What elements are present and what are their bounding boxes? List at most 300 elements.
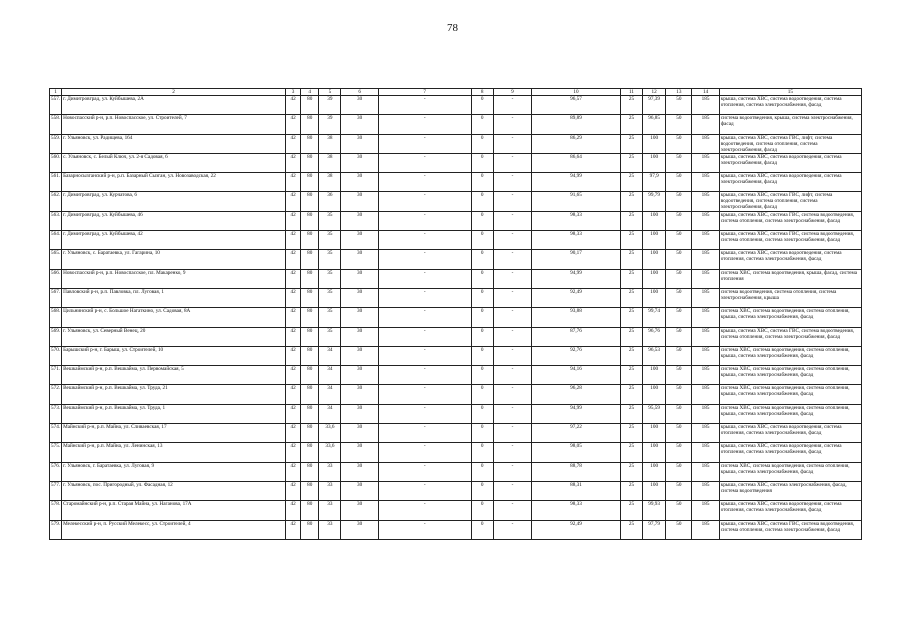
table-cell: 80	[301, 404, 319, 423]
table-cell: крыша, система ХВС, система водоотведения, система электроснабжения, фасад	[719, 173, 861, 192]
table-cell: 42	[286, 96, 301, 115]
table-row	[50, 308, 862, 327]
table-cell: 80	[301, 424, 319, 443]
table-cell: 80	[301, 366, 319, 385]
table-cell: г. Ульяновск, с. Баратаевка, ул. Гагарина, 10	[62, 250, 286, 269]
table-cell: 96,76	[643, 327, 666, 346]
table-cell: -	[493, 173, 531, 192]
table-cell: 30	[341, 481, 378, 500]
table-row	[50, 327, 862, 346]
table-cell: 97,22	[532, 424, 621, 443]
table-cell: 42	[286, 211, 301, 230]
table-cell: 25	[620, 153, 642, 172]
table-cell: Цильнинский р-н, с. Большое Нагаткино, ул. Садовая, 8А	[62, 308, 286, 327]
table-cell: 87,76	[532, 327, 621, 346]
table-cell: 42	[286, 327, 301, 346]
table-cell: 50	[666, 462, 692, 481]
table-cell: 25	[620, 231, 642, 250]
table-cell: -	[378, 501, 471, 520]
table-row	[50, 115, 862, 134]
table-cell: Майнский р-н, р.п. Майна, ул. Сливаевская, 17	[62, 424, 286, 443]
table-cell: 100	[643, 153, 666, 172]
table-cell: 98,33	[532, 231, 621, 250]
table-cell: Барышский р-н, г. Барыш, ул. Строителей, 10	[62, 346, 286, 365]
table-cell: 80	[301, 327, 319, 346]
table-cell: 50	[666, 366, 692, 385]
table-cell: 0	[471, 308, 493, 327]
table-cell: -	[378, 404, 471, 423]
table-cell: 50	[666, 211, 692, 230]
table-cell: 86,29	[532, 134, 621, 153]
table-cell: 560.	[50, 153, 62, 172]
table-cell: 35	[319, 250, 341, 269]
table-cell: система ХВС, система водоотведения, система отопления, крыша, система электроснабжения, фасад	[719, 308, 861, 327]
table-cell: 91,65	[532, 192, 621, 211]
table-row	[50, 211, 862, 230]
table-cell: 34	[319, 346, 341, 365]
column-header: 3	[286, 89, 301, 96]
table-cell: 50	[666, 134, 692, 153]
table-cell: 30	[341, 385, 378, 404]
table-cell: -	[378, 269, 471, 288]
column-header: 2	[62, 89, 286, 96]
table-cell: -	[378, 134, 471, 153]
table-cell: 33,6	[319, 443, 341, 462]
table-cell: 185	[692, 501, 719, 520]
table-cell: 185	[692, 96, 719, 115]
table-cell: 30	[341, 173, 378, 192]
table-cell: 30	[341, 424, 378, 443]
table-cell: 30	[341, 501, 378, 520]
table-cell: 80	[301, 269, 319, 288]
table-cell: 0	[471, 404, 493, 423]
table-cell: 579.	[50, 520, 62, 539]
table-cell: 25	[620, 134, 642, 153]
table-cell: 25	[620, 192, 642, 211]
table-cell: 50	[666, 443, 692, 462]
table-cell: система водоотведения, система отопления, система электроснабжения, крыша	[719, 288, 861, 307]
table-cell: 80	[301, 211, 319, 230]
table-cell: 30	[341, 250, 378, 269]
table-cell: крыша, система ХВС, система водоотведения, система отопления, система электроснабжения, фасад	[719, 424, 861, 443]
table-cell: Новоспасский р-н, р.п. Новоспасское, пл. Макаренко, 9	[62, 269, 286, 288]
table-row	[50, 520, 862, 539]
table-cell: 100	[643, 288, 666, 307]
table-cell: система ХВС, система водоотведения, крыша, фасад, система отопления	[719, 269, 861, 288]
table-cell: -	[378, 231, 471, 250]
table-cell: Павловский р-н, р.п. Павловка, пл. Луговая, 1	[62, 288, 286, 307]
column-header: 14	[692, 89, 719, 96]
table-cell: 0	[471, 96, 493, 115]
table-cell: -	[493, 366, 531, 385]
table-cell: 25	[620, 481, 642, 500]
table-row	[50, 481, 862, 500]
table-cell: 185	[692, 346, 719, 365]
table-cell: 575.	[50, 443, 62, 462]
table-cell: 80	[301, 501, 319, 520]
table-cell: 185	[692, 327, 719, 346]
table-cell: Майнский р-н, р.п. Майна, ул. Ленинская, 13	[62, 443, 286, 462]
table-cell: 42	[286, 501, 301, 520]
table-cell: -	[493, 501, 531, 520]
table-cell: 100	[643, 231, 666, 250]
column-header: 13	[666, 89, 692, 96]
table-cell: 92,49	[532, 520, 621, 539]
table-cell: 42	[286, 308, 301, 327]
table-cell: 97,9	[643, 173, 666, 192]
table-cell: 42	[286, 153, 301, 172]
table-cell: Новоспасский р-н, р.п. Новоспасское, ул. Строителей, 7	[62, 115, 286, 134]
table-cell: 30	[341, 134, 378, 153]
table-row	[50, 462, 862, 481]
table-cell: 50	[666, 481, 692, 500]
table-cell: 0	[471, 115, 493, 134]
table-cell: 35	[319, 211, 341, 230]
column-header: 9	[493, 89, 531, 96]
table-cell: 570.	[50, 346, 62, 365]
table-cell: 0	[471, 327, 493, 346]
table-cell: -	[378, 424, 471, 443]
table-cell: -	[493, 443, 531, 462]
table-cell: 25	[620, 173, 642, 192]
table-cell: система ХВС, система водоотведения, система отопления, крыша, система электроснабжения, фасад	[719, 346, 861, 365]
table-cell: 38	[319, 153, 341, 172]
table-cell: 34	[319, 385, 341, 404]
table-cell: -	[493, 115, 531, 134]
table-cell: крыша, система ХВС, система ГВС, система водоотведения, система отопления, система электроснабжения, фасад	[719, 211, 861, 230]
table-cell: -	[378, 115, 471, 134]
table-row	[50, 501, 862, 520]
table-cell: 100	[643, 462, 666, 481]
table-cell: 25	[620, 520, 642, 539]
table-cell: 42	[286, 385, 301, 404]
table-cell: 571.	[50, 366, 62, 385]
table-cell: с. Ульяновск, с. Белый Ключ, ул. 2-я Садовая, 6	[62, 153, 286, 172]
table-cell: 25	[620, 385, 642, 404]
table-cell: 30	[341, 192, 378, 211]
table-cell: 185	[692, 424, 719, 443]
table-cell: 96,85	[643, 115, 666, 134]
table-cell: 50	[666, 327, 692, 346]
table-cell: 0	[471, 288, 493, 307]
table-cell: 93,88	[532, 308, 621, 327]
table-cell: 96,53	[643, 346, 666, 365]
table-cell: 25	[620, 404, 642, 423]
table-cell: 30	[341, 366, 378, 385]
table-cell: -	[378, 520, 471, 539]
table-cell: 80	[301, 481, 319, 500]
table-cell: 25	[620, 366, 642, 385]
table-cell: 94,99	[532, 173, 621, 192]
table-cell: 25	[620, 115, 642, 134]
table-cell: 33,6	[319, 424, 341, 443]
table-cell: 38	[319, 134, 341, 153]
table-cell: 80	[301, 250, 319, 269]
table-cell: Вешкаймский р-н, р.п. Вешкайма, ул. Труда, 1	[62, 404, 286, 423]
table-cell: 39	[319, 115, 341, 134]
table-cell: 185	[692, 211, 719, 230]
table-cell: 89,89	[532, 115, 621, 134]
table-cell: -	[493, 481, 531, 500]
column-header: 12	[643, 89, 666, 96]
table-cell: 100	[643, 443, 666, 462]
table-cell: Мелекесский р-н, п. Русский Мелекесс, ул. Строителей, 4	[62, 520, 286, 539]
table-cell: г. Ульяновск, г. Баратаевка, ул. Луговая, 9	[62, 462, 286, 481]
table-cell: -	[493, 250, 531, 269]
column-header: 1	[50, 89, 62, 96]
table-cell: 0	[471, 250, 493, 269]
table-cell: 35	[319, 308, 341, 327]
table-cell: -	[493, 404, 531, 423]
table-cell: -	[493, 462, 531, 481]
table-cell: 566.	[50, 269, 62, 288]
table-cell: 574.	[50, 424, 62, 443]
table-cell: крыша, система ХВС, система водоотведения, система отопления, система электроснабжения, фасад	[719, 96, 861, 115]
table-cell: система ХВС, система водоотведения, система отопления, крыша, система электроснабжения, фасад	[719, 462, 861, 481]
table-cell: 30	[341, 153, 378, 172]
table-cell: -	[378, 443, 471, 462]
table-cell: 99,79	[643, 192, 666, 211]
table-cell: 97,39	[643, 96, 666, 115]
table-cell: 100	[643, 250, 666, 269]
table-cell: -	[493, 211, 531, 230]
table-cell: 42	[286, 269, 301, 288]
table-cell: 34	[319, 366, 341, 385]
table-cell: 98,33	[532, 211, 621, 230]
table-cell: 572.	[50, 385, 62, 404]
table-cell: -	[378, 153, 471, 172]
table-cell: 185	[692, 134, 719, 153]
table-cell: 185	[692, 520, 719, 539]
table-cell: 30	[341, 443, 378, 462]
table-cell: 100	[643, 269, 666, 288]
table-row	[50, 404, 862, 423]
table-cell: 94,99	[532, 269, 621, 288]
table-cell: 0	[471, 231, 493, 250]
table-cell: 0	[471, 385, 493, 404]
table-cell: 564.	[50, 231, 62, 250]
table-cell: 576.	[50, 462, 62, 481]
table-cell: 97,79	[643, 520, 666, 539]
table-row	[50, 346, 862, 365]
table-cell: -	[378, 250, 471, 269]
table-cell: 80	[301, 96, 319, 115]
table-cell: 30	[341, 404, 378, 423]
table-cell: 25	[620, 346, 642, 365]
table-cell: 42	[286, 288, 301, 307]
table-cell: крыша, система ХВС, система ГВС, система водоотведения, система отопления, система электроснабжения, фасад	[719, 327, 861, 346]
table-cell: 33	[319, 501, 341, 520]
table-cell: 50	[666, 96, 692, 115]
table-cell: 50	[666, 404, 692, 423]
table-cell: 92,76	[532, 346, 621, 365]
table-cell: 185	[692, 250, 719, 269]
table-cell: 562.	[50, 192, 62, 211]
table-cell: 38	[319, 173, 341, 192]
table-cell: -	[493, 346, 531, 365]
table-cell: 80	[301, 308, 319, 327]
table-cell: 50	[666, 385, 692, 404]
table-cell: 25	[620, 250, 642, 269]
table-cell: 35	[319, 231, 341, 250]
table-cell: -	[493, 231, 531, 250]
table-cell: -	[493, 288, 531, 307]
table-cell: -	[378, 173, 471, 192]
table-cell: -	[378, 462, 471, 481]
table-cell: крыша, система ХВС, система электроснабжения, фасад, система водоотведения	[719, 481, 861, 500]
column-header: 11	[620, 89, 642, 96]
table-cell: 95,59	[643, 404, 666, 423]
table-cell: 30	[341, 327, 378, 346]
table-cell: 42	[286, 192, 301, 211]
table-cell: 25	[620, 462, 642, 481]
table-cell: 50	[666, 231, 692, 250]
table-cell: крыша, система ХВС, система водоотведения, система электроснабжения, фасад	[719, 153, 861, 172]
table-cell: 185	[692, 443, 719, 462]
table-cell: 185	[692, 366, 719, 385]
table-cell: 92,49	[532, 288, 621, 307]
table-row	[50, 96, 862, 115]
table-cell: 80	[301, 520, 319, 539]
table-row	[50, 366, 862, 385]
table-cell: -	[493, 327, 531, 346]
table-cell: 80	[301, 153, 319, 172]
table-cell: крыша, система ХВС, система водоотведения, система отопления, система электроснабжения, фасад	[719, 501, 861, 520]
table-cell: 42	[286, 366, 301, 385]
table-cell: 42	[286, 250, 301, 269]
table-cell: Вешкаймский р-н, р.п. Вешкайма, ул. Труда, 21	[62, 385, 286, 404]
table-cell: 100	[643, 211, 666, 230]
table-cell: Базарносызганский р-н, р.п. Базарный Сызган, ул. Новозаводская, 22	[62, 173, 286, 192]
table-cell: 0	[471, 481, 493, 500]
table-cell: 30	[341, 231, 378, 250]
table-cell: -	[378, 288, 471, 307]
table-cell: 0	[471, 424, 493, 443]
table-cell: 42	[286, 115, 301, 134]
table-cell: 39	[319, 96, 341, 115]
table-cell: -	[378, 385, 471, 404]
table-row	[50, 385, 862, 404]
table-row	[50, 192, 862, 211]
table-cell: 35	[319, 288, 341, 307]
table-cell: 185	[692, 385, 719, 404]
table-cell: 88,78	[532, 462, 621, 481]
table-cell: 30	[341, 96, 378, 115]
table-cell: -	[378, 211, 471, 230]
table-cell: 30	[341, 211, 378, 230]
table-cell: 25	[620, 269, 642, 288]
table-cell: 42	[286, 231, 301, 250]
table-cell: 185	[692, 308, 719, 327]
table-header-row	[50, 89, 862, 96]
table-cell: 50	[666, 501, 692, 520]
table-cell: Вешкаймский р-н, р.п. Вешкайма, ул. Первомайская, 5	[62, 366, 286, 385]
table-cell: система ХВС, система водоотведения, система отопления, крыша, система электроснабжения, фасад	[719, 366, 861, 385]
table-cell: 25	[620, 96, 642, 115]
table-cell: г. Ульяновск, пос. Пригородный, ул. Фасадная, 12	[62, 481, 286, 500]
page-number: 78	[447, 22, 458, 34]
column-header: 15	[719, 89, 861, 96]
table-cell: -	[378, 192, 471, 211]
table-row	[50, 424, 862, 443]
table-cell: 567.	[50, 288, 62, 307]
table-cell: 563.	[50, 211, 62, 230]
table-cell: 185	[692, 173, 719, 192]
table-cell: 42	[286, 481, 301, 500]
table-cell: 34	[319, 404, 341, 423]
table-cell: г. Ульяновск, ул. Северный Венец, 20	[62, 327, 286, 346]
table-row	[50, 250, 862, 269]
table-cell: 0	[471, 192, 493, 211]
table-row	[50, 153, 862, 172]
table-cell: -	[493, 308, 531, 327]
table-cell: 42	[286, 346, 301, 365]
table-cell: система ХВС, система водоотведения, система отопления, крыша, система электроснабжения, фасад	[719, 404, 861, 423]
table-cell: 80	[301, 462, 319, 481]
table-cell: 99,93	[643, 501, 666, 520]
table-cell: -	[493, 96, 531, 115]
table-cell: 100	[643, 481, 666, 500]
table-cell: 50	[666, 308, 692, 327]
table-cell: 30	[341, 288, 378, 307]
table-cell: 33	[319, 520, 341, 539]
table-cell: 100	[643, 134, 666, 153]
table-cell: 33	[319, 462, 341, 481]
table-cell: 100	[643, 366, 666, 385]
table-cell: 80	[301, 115, 319, 134]
table-cell: 35	[319, 269, 341, 288]
table-cell: 50	[666, 269, 692, 288]
table-cell: 42	[286, 520, 301, 539]
table-cell: 185	[692, 404, 719, 423]
table-cell: -	[378, 96, 471, 115]
table-cell: 565.	[50, 250, 62, 269]
table-cell: 573.	[50, 404, 62, 423]
table-cell: 35	[319, 327, 341, 346]
table-cell: 42	[286, 404, 301, 423]
table-cell: 0	[471, 346, 493, 365]
table-row	[50, 269, 862, 288]
column-header: 8	[471, 89, 493, 96]
table-cell: 36	[319, 192, 341, 211]
table-cell: 185	[692, 462, 719, 481]
table-cell: 98,05	[532, 443, 621, 462]
table-cell: 185	[692, 481, 719, 500]
table-cell: 0	[471, 153, 493, 172]
table-row	[50, 231, 862, 250]
table-cell: 80	[301, 346, 319, 365]
table-cell: 50	[666, 153, 692, 172]
table-cell: 577.	[50, 481, 62, 500]
table-cell: 100	[643, 424, 666, 443]
table-cell: -	[493, 385, 531, 404]
column-header: 7	[378, 89, 471, 96]
column-header: 4	[301, 89, 319, 96]
table-cell: -	[378, 327, 471, 346]
table-cell: 50	[666, 250, 692, 269]
table-cell: 30	[341, 346, 378, 365]
table-cell: 86,64	[532, 153, 621, 172]
table-cell: 50	[666, 346, 692, 365]
table-cell: 0	[471, 134, 493, 153]
table-cell: -	[493, 269, 531, 288]
table-cell: Старомайнский р-н, р.п. Старая Майна, ул. Наганова, 17А	[62, 501, 286, 520]
table-cell: 94,16	[532, 366, 621, 385]
table-cell: 25	[620, 501, 642, 520]
table-cell: 80	[301, 192, 319, 211]
table-cell: г. Димитровград, ул. Куйбышева, 2А	[62, 96, 286, 115]
table-cell: 90,17	[532, 250, 621, 269]
